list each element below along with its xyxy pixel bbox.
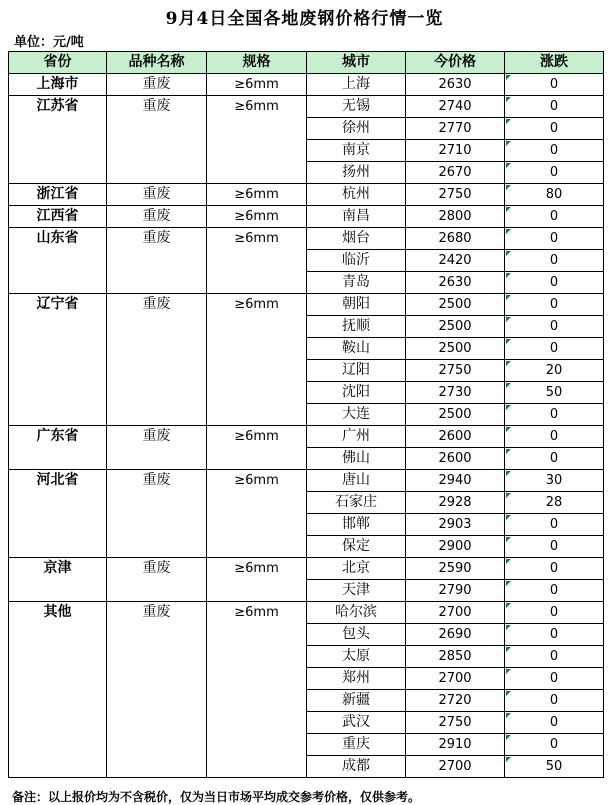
change-cell: 0	[505, 118, 604, 140]
price-cell: 2630	[406, 272, 505, 294]
price-cell: 2720	[406, 690, 505, 712]
header-row	[9, 52, 604, 74]
spec-cell: ≥6mm	[207, 426, 307, 470]
city-cell: 北京	[307, 558, 406, 580]
change-cell: 0	[505, 272, 604, 294]
price-cell: 2700	[406, 756, 505, 778]
price-cell: 2790	[406, 580, 505, 602]
change-cell: 0	[505, 338, 604, 360]
spec-cell: ≥6mm	[207, 184, 307, 206]
table-body	[9, 74, 604, 778]
header-category: 品种名称	[107, 52, 207, 74]
price-cell: 2910	[406, 734, 505, 756]
price-cell: 2630	[406, 74, 505, 96]
change-cell: 28	[505, 492, 604, 514]
province-cell: 浙江省	[9, 184, 107, 206]
change-cell: 0	[505, 580, 604, 602]
city-cell: 上海	[307, 74, 406, 96]
price-cell: 2680	[406, 228, 505, 250]
change-cell: 0	[505, 602, 604, 624]
spec-cell: ≥6mm	[207, 294, 307, 426]
city-cell: 成都	[307, 756, 406, 778]
spec-cell: ≥6mm	[207, 470, 307, 558]
category-cell: 重废	[107, 74, 207, 96]
city-cell: 佛山	[307, 448, 406, 470]
price-cell: 2590	[406, 558, 505, 580]
table-row	[9, 426, 604, 448]
city-cell: 新疆	[307, 690, 406, 712]
city-cell: 南昌	[307, 206, 406, 228]
city-cell: 徐州	[307, 118, 406, 140]
price-cell: 2500	[406, 338, 505, 360]
change-cell: 0	[505, 558, 604, 580]
table-row	[9, 294, 604, 316]
city-cell: 保定	[307, 536, 406, 558]
change-cell: 80	[505, 184, 604, 206]
header-city: 城市	[307, 52, 406, 74]
city-cell: 广州	[307, 426, 406, 448]
province-cell: 辽宁省	[9, 294, 107, 426]
city-cell: 沈阳	[307, 382, 406, 404]
category-cell: 重废	[107, 426, 207, 470]
change-cell: 0	[505, 316, 604, 338]
price-cell: 2940	[406, 470, 505, 492]
change-cell: 0	[505, 426, 604, 448]
city-cell: 天津	[307, 580, 406, 602]
city-cell: 扬州	[307, 162, 406, 184]
city-cell: 唐山	[307, 470, 406, 492]
city-cell: 哈尔滨	[307, 602, 406, 624]
change-cell: 0	[505, 624, 604, 646]
change-cell: 50	[505, 382, 604, 404]
price-cell: 2700	[406, 602, 505, 624]
change-cell: 0	[505, 140, 604, 162]
city-cell: 无锡	[307, 96, 406, 118]
province-cell: 上海市	[9, 74, 107, 96]
table-row	[9, 602, 604, 624]
category-cell: 重废	[107, 184, 207, 206]
city-cell: 杭州	[307, 184, 406, 206]
spec-cell: ≥6mm	[207, 602, 307, 778]
city-cell: 青岛	[307, 272, 406, 294]
price-cell: 2850	[406, 646, 505, 668]
city-cell: 邯郸	[307, 514, 406, 536]
price-cell: 2710	[406, 140, 505, 162]
price-table	[8, 51, 604, 778]
header-change: 涨跌	[505, 52, 604, 74]
province-cell: 山东省	[9, 228, 107, 294]
change-cell: 0	[505, 250, 604, 272]
province-cell: 京津	[9, 558, 107, 602]
city-cell: 包头	[307, 624, 406, 646]
city-cell: 鞍山	[307, 338, 406, 360]
spec-cell: ≥6mm	[207, 206, 307, 228]
category-cell: 重废	[107, 470, 207, 558]
change-cell: 50	[505, 756, 604, 778]
spec-cell: ≥6mm	[207, 96, 307, 184]
category-cell: 重废	[107, 558, 207, 602]
price-cell: 2900	[406, 536, 505, 558]
table-row	[9, 96, 604, 118]
city-cell: 武汉	[307, 712, 406, 734]
change-cell: 0	[505, 448, 604, 470]
price-cell: 2750	[406, 184, 505, 206]
city-cell: 郑州	[307, 668, 406, 690]
price-cell: 2928	[406, 492, 505, 514]
price-cell: 2750	[406, 712, 505, 734]
price-cell: 2800	[406, 206, 505, 228]
change-cell: 0	[505, 228, 604, 250]
province-cell: 江西省	[9, 206, 107, 228]
change-cell: 0	[505, 294, 604, 316]
category-cell: 重废	[107, 206, 207, 228]
change-cell: 0	[505, 712, 604, 734]
city-cell: 石家庄	[307, 492, 406, 514]
city-cell: 辽阳	[307, 360, 406, 382]
change-cell: 0	[505, 96, 604, 118]
province-cell: 其他	[9, 602, 107, 778]
header-spec: 规格	[207, 52, 307, 74]
price-cell: 2420	[406, 250, 505, 272]
price-cell: 2600	[406, 426, 505, 448]
change-cell: 0	[505, 514, 604, 536]
city-cell: 太原	[307, 646, 406, 668]
city-cell: 重庆	[307, 734, 406, 756]
city-cell: 临沂	[307, 250, 406, 272]
price-cell: 2903	[406, 514, 505, 536]
price-cell: 2700	[406, 668, 505, 690]
city-cell: 南京	[307, 140, 406, 162]
city-cell: 大连	[307, 404, 406, 426]
change-cell: 20	[505, 360, 604, 382]
price-cell: 2500	[406, 294, 505, 316]
province-cell: 广东省	[9, 426, 107, 470]
table-row	[9, 206, 604, 228]
unit-label: 单位：元/吨	[14, 35, 84, 50]
spec-cell: ≥6mm	[207, 558, 307, 602]
spec-cell: ≥6mm	[207, 228, 307, 294]
price-cell: 2600	[406, 448, 505, 470]
price-cell: 2750	[406, 360, 505, 382]
province-cell: 河北省	[9, 470, 107, 558]
city-cell: 抚顺	[307, 316, 406, 338]
price-cell: 2770	[406, 118, 505, 140]
category-cell: 重废	[107, 96, 207, 184]
spec-cell: ≥6mm	[207, 74, 307, 96]
province-cell: 江苏省	[9, 96, 107, 184]
change-cell: 0	[505, 536, 604, 558]
table-row	[9, 184, 604, 206]
table-row	[9, 558, 604, 580]
change-cell: 0	[505, 734, 604, 756]
price-cell: 2500	[406, 404, 505, 426]
category-cell: 重废	[107, 602, 207, 778]
page-title: 9月4日全国各地废钢价格行情一览	[165, 9, 444, 29]
change-cell: 0	[505, 74, 604, 96]
change-cell: 0	[505, 162, 604, 184]
footnote: 备注：以上报价均为不含税价，仅为当日市场平均成交参考价格，仅供参考。	[12, 790, 421, 804]
change-cell: 0	[505, 646, 604, 668]
table-row	[9, 470, 604, 492]
category-cell: 重废	[107, 294, 207, 426]
price-cell: 2500	[406, 316, 505, 338]
city-cell: 朝阳	[307, 294, 406, 316]
price-cell: 2730	[406, 382, 505, 404]
table-row	[9, 228, 604, 250]
header-province: 省份	[9, 52, 107, 74]
header-price: 今价格	[406, 52, 505, 74]
change-cell: 0	[505, 404, 604, 426]
change-cell: 0	[505, 690, 604, 712]
change-cell: 30	[505, 470, 604, 492]
price-cell: 2670	[406, 162, 505, 184]
change-cell: 0	[505, 206, 604, 228]
category-cell: 重废	[107, 228, 207, 294]
table-row	[9, 74, 604, 96]
city-cell: 烟台	[307, 228, 406, 250]
change-cell: 0	[505, 668, 604, 690]
price-cell: 2690	[406, 624, 505, 646]
price-cell: 2740	[406, 96, 505, 118]
